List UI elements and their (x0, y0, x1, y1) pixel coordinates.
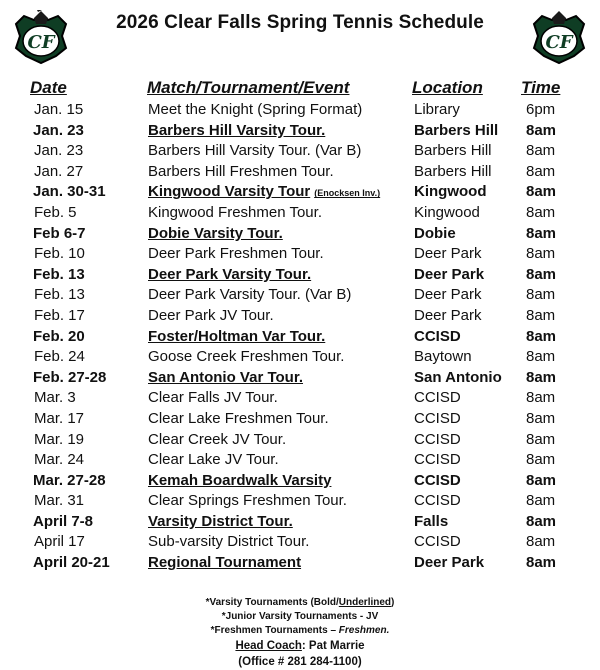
row-time: 8am (526, 224, 557, 242)
row-location: Baytown (414, 348, 472, 366)
row-location: CCISD (414, 492, 461, 510)
row-date: Feb. 5 (34, 203, 77, 221)
row-event: Dobie Varsity Tour. (148, 224, 283, 242)
schedule-table (0, 100, 600, 574)
header-event: Match/Tournament/Event (147, 78, 350, 97)
page-title: 2026 Clear Falls Spring Tennis Schedule (116, 12, 484, 33)
svg-text:CF: CF (545, 32, 573, 53)
note-freshmen: *Freshmen Tournaments – Freshmen. (210, 625, 390, 636)
row-date: Feb 6-7 (33, 224, 86, 242)
table-row (0, 347, 600, 368)
table-row (0, 471, 600, 492)
row-event: Deer Park Freshmen Tour. (148, 245, 324, 263)
row-date: Mar. 31 (34, 492, 85, 510)
note-jv: *Junior Varsity Tournaments - JV (221, 611, 379, 622)
row-event: Clear Lake Freshmen Tour. (148, 409, 329, 427)
table-row (0, 162, 600, 183)
row-date: Jan. 15 (34, 101, 84, 118)
table-row (0, 491, 600, 512)
row-location: Barbers Hill (414, 121, 499, 139)
row-date: Feb. 27-28 (33, 368, 107, 386)
table-row (0, 327, 600, 348)
table-row (0, 265, 600, 286)
row-date: Mar. 19 (34, 430, 85, 448)
header-location: Location (412, 78, 483, 97)
row-date: Mar. 17 (34, 409, 85, 427)
row-event: Deer Park JV Tour. (148, 306, 274, 324)
row-event: Clear Falls JV Tour. (148, 389, 278, 407)
row-date: Jan. 23 (33, 121, 84, 139)
row-time: 8am (526, 286, 556, 304)
row-date: Mar. 24 (34, 451, 85, 469)
header-date: Date (30, 78, 67, 97)
table-row (0, 203, 600, 224)
row-time: 8am (526, 533, 556, 551)
row-event: Varsity District Tour. (148, 512, 293, 530)
row-location: CCISD (414, 430, 461, 448)
row-event: Goose Creek Freshmen Tour. (148, 348, 345, 366)
row-event: Clear Springs Freshmen Tour. (148, 492, 347, 510)
row-event: Sub-varsity District Tour. (148, 533, 310, 551)
row-date: April 17 (34, 533, 85, 551)
row-date: April 20-21 (33, 554, 110, 572)
row-date: Mar. 3 (34, 389, 76, 407)
row-location: Falls (414, 512, 449, 530)
row-time: 8am (526, 389, 556, 407)
row-event-title: Kingwood Varsity Tour (148, 183, 311, 201)
row-event-note: (Enocksen Inv.) (314, 188, 381, 199)
table-row (0, 285, 600, 306)
row-time: 8am (526, 183, 557, 201)
row-event: Clear Creek JV Tour. (148, 430, 287, 448)
row-time: 8am (526, 203, 556, 221)
table-row (0, 512, 600, 533)
table-row (0, 450, 600, 471)
head-coach: Head Coach: Pat Marrie (235, 640, 365, 652)
table-row (0, 306, 600, 327)
row-event: Barbers Hill Varsity Tour. (148, 121, 326, 139)
row-time: 8am (526, 162, 556, 180)
row-time: 8am (526, 512, 557, 530)
row-location: Kingwood (414, 203, 480, 221)
table-row (0, 368, 600, 389)
row-location: CCISD (414, 451, 461, 469)
row-location: Dobie (414, 224, 456, 242)
row-event: Kingwood Freshmen Tour. (148, 203, 322, 221)
row-time: 8am (526, 492, 556, 510)
row-location: Deer Park (414, 306, 482, 324)
row-event: Clear Lake JV Tour. (148, 451, 279, 469)
row-location: CCISD (414, 533, 461, 551)
row-time: 8am (526, 554, 557, 572)
table-row (0, 100, 600, 121)
row-time: 8am (526, 245, 556, 263)
row-event: Deer Park Varsity Tour. (Var B) (148, 286, 352, 304)
table-row (0, 141, 600, 162)
row-location: CCISD (414, 409, 461, 427)
row-date: Feb. 24 (34, 348, 85, 366)
row-time: 8am (526, 409, 556, 427)
row-date: Jan. 27 (34, 162, 84, 180)
row-date: Feb. 17 (34, 306, 85, 324)
table-row (0, 182, 600, 203)
table-row (0, 430, 600, 451)
note-varsity: *Varsity Tournaments (Bold/Underlined) (205, 597, 395, 608)
row-date: Jan. 23 (34, 142, 84, 160)
header-time: Time (521, 78, 561, 97)
row-event: Barbers Hill Varsity Tour. (Var B) (148, 142, 362, 160)
row-event: San Antonio Var Tour. (148, 368, 304, 386)
table-row (0, 553, 600, 574)
row-event: Barbers Hill Freshmen Tour. (148, 162, 334, 180)
table-row (0, 244, 600, 265)
row-location: Library (414, 101, 460, 118)
row-date: Mar. 27-28 (33, 471, 106, 489)
row-time: 8am (526, 121, 557, 139)
row-date: Feb. 10 (34, 245, 85, 263)
row-date: April 7-8 (33, 512, 94, 530)
row-time: 8am (526, 142, 556, 160)
row-time: 8am (526, 306, 556, 324)
row-time: 8am (526, 327, 557, 345)
row-location: Barbers Hill (414, 162, 492, 180)
table-row (0, 409, 600, 430)
row-time: 8am (526, 265, 557, 283)
row-location: Deer Park (414, 286, 482, 304)
row-location: Kingwood (414, 183, 487, 201)
row-time: 8am (526, 348, 556, 366)
row-event: Regional Tournament (148, 554, 302, 572)
svg-text:CF: CF (27, 32, 55, 53)
row-event: Meet the Knight (Spring Format) (148, 101, 363, 118)
row-event (148, 183, 380, 200)
row-location: San Antonio (414, 368, 502, 386)
row-location: Deer Park (414, 265, 485, 283)
row-time: 6pm (526, 101, 556, 118)
table-row (0, 388, 600, 409)
table-row (0, 532, 600, 553)
row-location: CCISD (414, 389, 461, 407)
row-location: CCISD (414, 471, 461, 489)
table-row (0, 224, 600, 245)
column-headers (0, 78, 600, 100)
row-location: Barbers Hill (414, 142, 492, 160)
row-date: Jan. 30-31 (33, 183, 106, 201)
coach-office: (Office # 281 284-1100) (238, 656, 362, 668)
row-location: CCISD (414, 327, 461, 345)
row-location: Deer Park (414, 554, 485, 572)
row-event: Foster/Holtman Var Tour. (148, 327, 326, 345)
row-time: 8am (526, 451, 556, 469)
row-event: Kemah Boardwalk Varsity (148, 471, 332, 489)
row-event: Deer Park Varsity Tour. (148, 265, 312, 283)
row-time: 8am (526, 430, 556, 448)
row-date: Feb. 13 (34, 286, 85, 304)
table-row (0, 121, 600, 142)
row-time: 8am (526, 471, 557, 489)
row-date: Feb. 13 (33, 265, 85, 283)
row-location: Deer Park (414, 245, 482, 263)
footnotes (0, 596, 600, 670)
row-time: 8am (526, 368, 557, 386)
row-date: Feb. 20 (33, 327, 85, 345)
